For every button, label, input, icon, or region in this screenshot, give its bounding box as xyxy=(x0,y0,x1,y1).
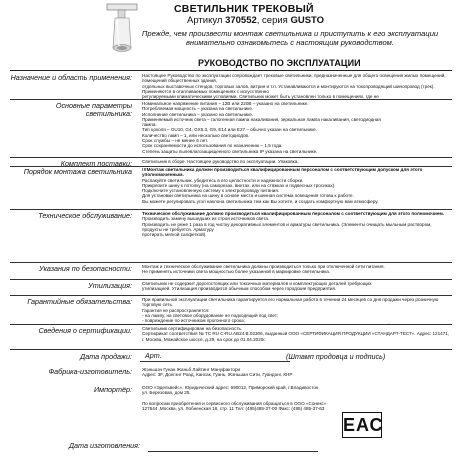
section-row xyxy=(10,325,452,350)
sale-date-line[interactable] xyxy=(140,361,290,362)
intro-text: Прежде, чем произвести монтаж светильника и приступить к его эксплуатации внимательно ознакомьтесь с настоящим руководством. xyxy=(141,29,439,48)
fab-date-label: Дата изготовления: xyxy=(68,441,140,450)
section-label: Порядок монтажа светильника xyxy=(23,167,132,176)
manufacturer-text xyxy=(140,366,452,379)
section-line: Светильник не содержит дорогостоящих или токсичных материалов и комплектующих деталей требующих xyxy=(142,281,372,286)
section-line: Прикрепите шину к потолку (на саморезах, винтах, или на стяжках и подвесных тросиках). xyxy=(142,182,336,188)
section-label: Техническое обслуживание: xyxy=(38,211,132,220)
section-line: Не применять источники света мощностью более указанной в маркировке светильника. xyxy=(142,269,331,275)
section-row xyxy=(10,210,452,263)
article-number: 370552 xyxy=(225,15,257,26)
top-divider xyxy=(10,70,452,71)
section-line: Применяемый источник света – галогенная лампа накаливания, зеркальная лампа накаливания, светодиодная xyxy=(142,116,381,122)
article-prefix: Артикул xyxy=(187,15,226,26)
section-line: Исполнение светильника – указано на светильнике. xyxy=(142,111,254,117)
importer-label: Импортёр: xyxy=(94,385,132,394)
stamp-label: (Штамп продовца и подпись) xyxy=(286,352,386,361)
section-line: Номинальное напряжение питания – 12В или 220В – указано на светильнике. xyxy=(142,101,309,106)
section-line: Распакуйте светильник, убедитесь в его целостности и надежности сборки. xyxy=(142,177,304,183)
section-content xyxy=(140,325,452,349)
section-row xyxy=(10,100,452,158)
eac-mark xyxy=(342,412,382,438)
track-light-illustration xyxy=(105,2,139,56)
service-line: По вопросам приобретения и сервисного обслуживания обращаться в ООО «Сонекс» xyxy=(142,401,327,406)
importer-line: ООО «Эдельвейс». Юридический адрес: 690012, Приморский край, г.Владивосток xyxy=(142,385,318,390)
manufacturer-label: Фабрика-изготовитель: xyxy=(48,367,132,376)
sale-date-label: Дата продажи: xyxy=(80,352,132,361)
series-prefix: , серия xyxy=(256,15,291,26)
section-line xyxy=(142,323,450,324)
section-line: Количество ламп – 1, или несколько светодиодов. xyxy=(142,132,250,138)
section-line: Тип цоколя – GU10, G4, GX5.3, G9, E14 или E27 – обычно указан на светильнике. xyxy=(142,127,317,133)
importer-line: ул. Березовая, дом 25. xyxy=(142,390,191,396)
importer-text xyxy=(140,384,452,397)
section-line: Настоящее Руководство по эксплуатации сопровождает трековые светильники, предназначенные для общего освещения жилых помещений, помещений общественных зданий, xyxy=(142,73,446,84)
section-content xyxy=(140,210,452,262)
section-bold-line: Техническое обслуживание должно производиться квалифицированным персоналом с соответствующим для этого полномочием. xyxy=(142,211,444,216)
track-light-icon xyxy=(105,2,139,56)
section-line: Производить замену вышедших из строя источников света. xyxy=(142,216,270,222)
section-row xyxy=(10,166,452,210)
product-title: СВЕТИЛЬНИК ТРЕКОВЫЙ xyxy=(174,3,314,15)
section-label: Комплект поставки: xyxy=(60,159,132,168)
section-label: Сведения о сертификации: xyxy=(38,326,132,335)
section-bold-line: !!!Монтаж светильника должен производиться квалифицированным персоналом с соответствующим допуском для этого уполномоченным. xyxy=(142,167,423,178)
section-row xyxy=(10,296,452,325)
fab-date-line[interactable] xyxy=(148,451,318,452)
series-name: GUSTO xyxy=(290,15,325,26)
section-line: Светильник в сборе. Настоящее руководство по эксплуатации. Упаковка. xyxy=(142,159,299,164)
section-line: При правильной эксплуатации светильника гарантируется его нормальная работа в течении 24 месяцев со дня продажи через розничную торговую сеть. xyxy=(142,297,439,308)
section-line: отдельных выставочных стендов, торговых залов, витрин и т.п. Устанавливаются и монтируются на токопроводящий шинопровод (трек). Применяются в отапливаемых помещениях с искусственно xyxy=(142,83,435,94)
eac-mark-text: ЕАС xyxy=(343,415,384,435)
manufacturer-row xyxy=(10,366,452,382)
section-line: Срок службы – не менее 6 лет. xyxy=(142,138,208,144)
section-content xyxy=(140,263,452,279)
manufacturer-line: Адрес: 3F, Донгэнг Роад, Кансак, Гуань, Жэньшан Сити, Гуандонг, КНР xyxy=(142,372,293,378)
section-label: Назначение и область применения: xyxy=(10,73,132,82)
section-line: утилизацией. Утилизация производится обычным способом через городские предприятия. xyxy=(142,286,337,292)
article-line xyxy=(187,15,324,26)
section-content xyxy=(140,158,452,166)
section-content xyxy=(140,72,452,99)
section-line: Степень защиты пылевлагозащищенного светильника IP указана на светильнике. xyxy=(142,148,318,154)
service-text xyxy=(140,400,452,413)
section-line: протирать мягкой салфеткой). xyxy=(142,232,207,238)
section-line: Вы можете регулировать угол наклона светильника тем как Вы хотите, и создать комфортную вам атмосферу. xyxy=(142,198,379,204)
section-line: - на лампу, на световое оборудование не подходящий под свет; xyxy=(142,312,279,318)
section-content xyxy=(140,280,452,295)
manufacturer-line: Жэньшэн Гунан Жаньб Лайтинг Мануфактори xyxy=(142,367,241,372)
service-line: 127644 ,Москва, ул. Лобненская 18, стр. 11 Тел: (495)485-37-00 Факс: (495) 485-37-63 xyxy=(142,406,325,412)
section-label: Указания по безопасности: xyxy=(38,264,132,273)
art-label: Арт. xyxy=(145,351,162,360)
section-line: Подключите установленную систему к электропроводу питания. xyxy=(142,188,280,194)
section-line: Светильник сертифицирован на безопасность. xyxy=(142,326,243,331)
section-line: регулируемыми климатическими условиями. Светильник может быть установлен только в помещениях, где не xyxy=(142,94,379,99)
section-content xyxy=(140,296,452,324)
section-row xyxy=(10,280,452,296)
section-row xyxy=(10,72,452,100)
section-line: Сертификат соответствия № ТС RU С-RU.АВ24.В.02306, выданный ООО «СЕРТИФИКАЦИЯ ПРОДУКЦИИ «СТАНДАРТ-ТЕСТ». Адрес: 121471, г. Москва, Можайское шоссе, д.29, на срок до 01.04.2020г. xyxy=(142,331,450,342)
section-line: Потребляемая мощность – указана на светильнике. xyxy=(142,106,254,112)
section-row xyxy=(10,263,452,280)
section-line: Монтаж и техническое обслуживание светильника должны производиться только при отключенной сети питания. xyxy=(142,264,385,269)
section-line: лампа. xyxy=(142,122,157,128)
section-line: Для установки светильника на шину в основе места и шинная система освещения готова к работе. xyxy=(142,193,354,199)
section-line: - повреждение по источником прогонного срока; xyxy=(142,318,245,324)
importer-row xyxy=(10,384,452,398)
section-label: Утилизация: xyxy=(88,281,132,290)
fab-date-row xyxy=(10,440,452,454)
sale-date-row xyxy=(10,350,452,364)
section-label: Основные параметры светильника: xyxy=(55,101,132,118)
section-label: Гарантийные обязательства: xyxy=(27,297,132,306)
guide-title: РУКОВОДСТВО ПО ЭКСПЛУАТАЦИИ xyxy=(198,58,361,68)
section-line: Гарантия не распространяется: xyxy=(142,307,210,313)
section-line: Срок сохраняемости до использования по назначению – 1,5 года. xyxy=(142,143,283,149)
section-content xyxy=(140,166,452,209)
section-content xyxy=(140,100,452,157)
section-line: Производить не реже 1 раза в год чистку декоративных элементов и арматуры светильника. (Элементы очищать мыльным раствором, продукты не требуется. Арматуру xyxy=(142,221,432,232)
